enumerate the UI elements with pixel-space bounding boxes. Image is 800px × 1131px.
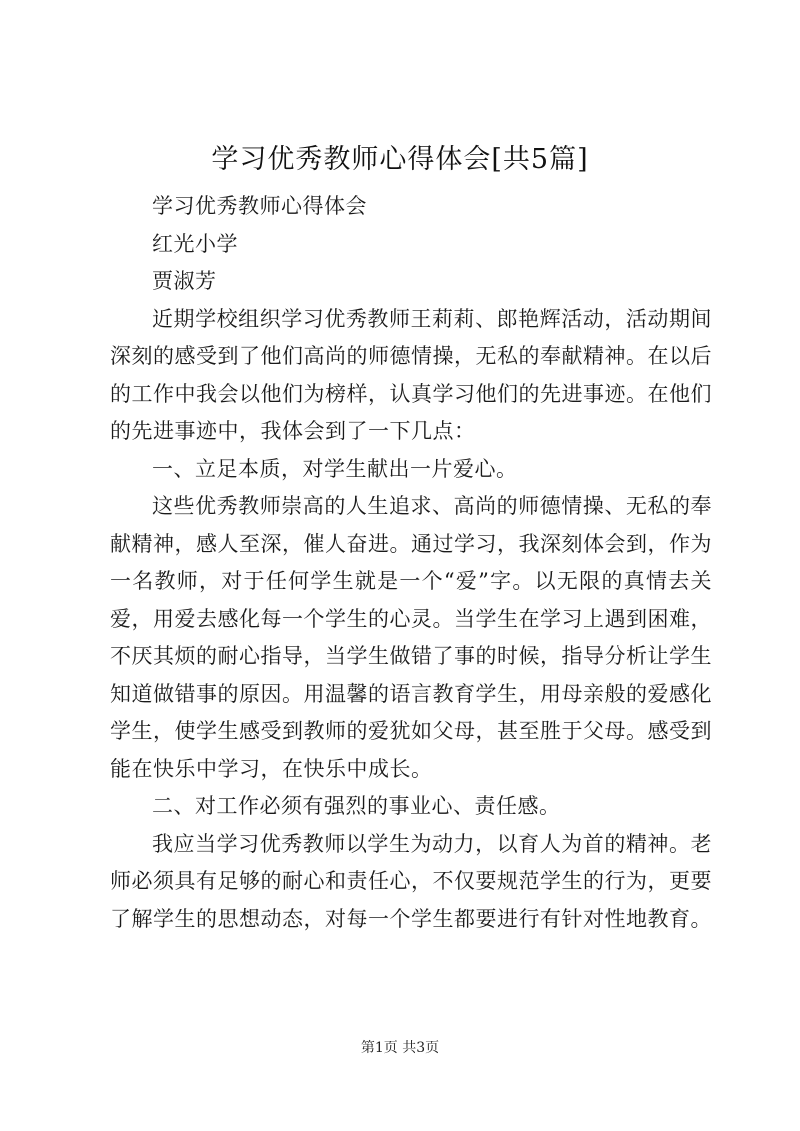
page-number: 第1页 共3页 — [360, 1040, 440, 1056]
body-paragraph-2: 我应当学习优秀教师以学生为动力，以育人为首的精神。老师必须具有足够的耐心和责任心，不仅要规范学生的行为，更要了解学生的思想动态，对每一个学生都要进行有针对性地教育。 — [110, 831, 712, 931]
section-heading-1: 一、立足本质，对学生献出一片爱心。 — [152, 456, 518, 481]
school-name: 红光小学 — [152, 231, 238, 256]
author-name: 贾淑芳 — [152, 269, 217, 293]
section-heading-2: 二、对工作必须有强烈的事业心、责任感。 — [152, 794, 561, 818]
document-title: 学习优秀教师心得体会[共5篇] — [211, 144, 589, 175]
document-body — [110, 188, 712, 938]
body-paragraph-1: 这些优秀教师崇高的人生追求、高尚的师德情操、无私的奉献精神，感人至深，催人奋进。通过学习，我深刻体会到，作为一名教师，对于任何学生就是一个“爱”字。以无限的真情去关爱，用爱去感化每一个学生的心灵。当学生在学习上遇到困难，不厌其烦的耐心指导，当学生做错了事的时候，指导分析让学生知道做错事的原因。用温馨的语言教育学生，用母亲般的爱感化学生，使学生感受到教师的爱犹如父母，甚至胜于父母。感受到能在快乐中学习，在快乐中成长。 — [110, 494, 712, 781]
subtitle: 学习优秀教师心得体会 — [152, 194, 367, 218]
intro-paragraph: 近期学校组织学习优秀教师王莉莉、郎艳辉活动，活动期间深刻的感受到了他们高尚的师德情操，无私的奉献精神。在以后的工作中我会以他们为榜样，认真学习他们的先进事迹。在他们的先进事迹中，我体会到了一下几点： — [110, 306, 712, 443]
